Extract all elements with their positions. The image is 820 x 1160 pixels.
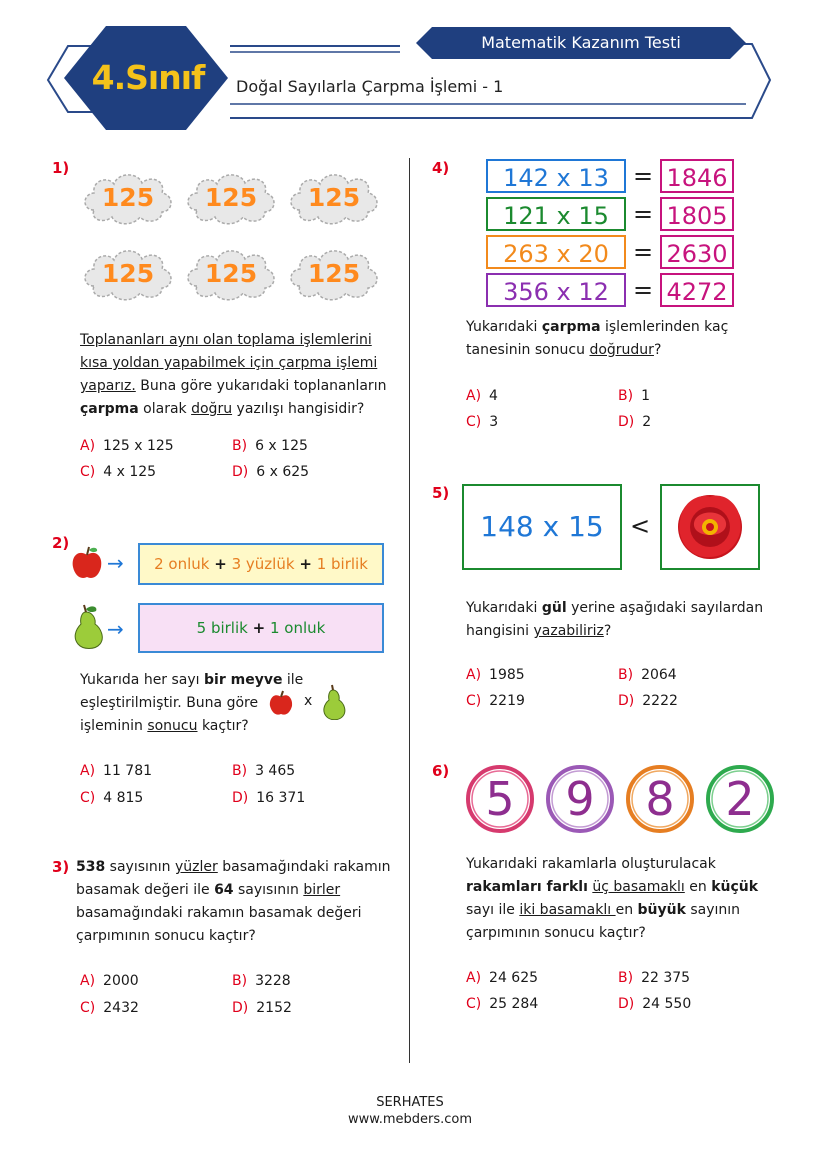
apple-icon [268, 689, 294, 717]
option-a[interactable]: A) 11 781 [80, 763, 153, 779]
option-d[interactable]: D) 24 550 [618, 996, 692, 1012]
apple-value-box: 2 onluk + 3 yüzlük + 1 birlik [138, 543, 384, 585]
option-d[interactable]: D) 2 [618, 414, 652, 430]
question-text: Yukarıdaki çarpma işlemlerinden kaç tanesinin sonucu doğrudur? [466, 319, 729, 358]
option-b[interactable]: B) 1 [618, 388, 650, 404]
cloud-card [183, 168, 279, 228]
footer-author: SERHATES [376, 1095, 444, 1110]
question-number: 2) [52, 534, 70, 552]
pear-icon [320, 684, 348, 720]
equation-row: 263 x 20 = 2630 [486, 235, 734, 269]
option-d[interactable]: D) 6 x 625 [232, 464, 310, 480]
option-c[interactable]: C) 3 [466, 414, 499, 430]
question-text: Toplananları aynı olan toplama işlemlerini kısa yoldan yapabilmek için çarpma işlemi yaparız. Buna göre yukarıdaki toplananların çarpma olarak doğru yazılışı hangisidir? [80, 332, 387, 417]
question-number: 6) [432, 762, 450, 780]
cloud-card [286, 244, 382, 304]
option-a[interactable]: A) 125 x 125 [80, 438, 174, 454]
option-c[interactable]: C) 25 284 [466, 996, 539, 1012]
cloud-card [183, 244, 279, 304]
option-d[interactable]: D) 16 371 [232, 790, 306, 806]
rose-icon [662, 486, 758, 568]
rose-box [660, 484, 760, 570]
question-text: Yukarıdaki rakamlarla oluşturulacak rakamları farklı üç basamaklı en küçük sayı ile iki basamaklı en büyük sayının çarpımının sonucu kaçtır? [466, 856, 759, 941]
cloud-value: 125 [204, 183, 258, 212]
page-subtitle: Doğal Sayılarla Çarpma İşlemi - 1 [236, 77, 504, 96]
option-b[interactable]: B) 22 375 [618, 970, 691, 986]
question-number: 3) [52, 858, 70, 876]
option-c[interactable]: C) 4 x 125 [80, 464, 157, 480]
times-sign: x [304, 693, 313, 709]
arrow-right-icon: → [107, 617, 124, 641]
option-d[interactable]: D) 2152 [232, 1000, 292, 1016]
question-text: Yukarıda her sayı bir meyve ile eşleştirilmiştir. Buna göre işleminin sonucu kaçtır? [80, 672, 304, 734]
equation-row: 356 x 12 = 4272 [486, 273, 734, 307]
option-b[interactable]: B) 3228 [232, 973, 291, 989]
cloud-value: 125 [204, 259, 258, 288]
option-c[interactable]: C) 2432 [80, 1000, 139, 1016]
question-text: 538 sayısının yüzler basamağındaki rakamın basamak değeri ile 64 sayısının birler basamağındaki rakamın basamak değeri çarpımının sonucu kaçtır? [76, 859, 391, 944]
cloud-card [80, 244, 176, 304]
option-b[interactable]: B) 2064 [618, 667, 677, 683]
question-number: 4) [432, 159, 450, 177]
question-text: Yukarıdaki gül yerine aşağıdaki sayılardan hangisini yazabiliriz? [466, 600, 764, 639]
less-than-sign: < [630, 512, 651, 540]
digit-circle: 9 [544, 763, 616, 835]
option-a[interactable]: A) 1985 [466, 667, 525, 683]
cloud-value: 125 [101, 183, 155, 212]
pear-value-box: 5 birlik + 1 onluk [138, 603, 384, 653]
pear-icon [70, 604, 106, 650]
footer [0, 1094, 820, 1128]
cloud-value: 125 [307, 259, 361, 288]
option-c[interactable]: C) 4 815 [80, 790, 144, 806]
option-b[interactable]: B) 6 x 125 [232, 438, 308, 454]
equation-row: 142 x 13 = 1846 [486, 159, 734, 193]
arrow-right-icon: → [107, 551, 124, 575]
cloud-value: 125 [101, 259, 155, 288]
question-number: 1) [52, 159, 70, 177]
cloud-value: 125 [307, 183, 361, 212]
option-b[interactable]: B) 3 465 [232, 763, 296, 779]
option-d[interactable]: D) 2222 [618, 693, 678, 709]
option-a[interactable]: A) 2000 [80, 973, 139, 989]
apple-icon [70, 545, 104, 581]
option-a[interactable]: A) 24 625 [466, 970, 539, 986]
cloud-card [80, 168, 176, 228]
footer-site-link[interactable]: www.mebders.com [347, 1112, 472, 1127]
option-a[interactable]: A) 4 [466, 388, 498, 404]
equation-row: 121 x 15 = 1805 [486, 197, 734, 231]
grade-badge: 4.Sınıf [91, 58, 205, 97]
option-c[interactable]: C) 2219 [466, 693, 525, 709]
test-title: Matematik Kazanım Testi [481, 33, 681, 52]
digit-circle: 2 [704, 763, 776, 835]
digit-circle: 5 [464, 763, 536, 835]
question-number: 5) [432, 484, 450, 502]
digit-circle: 8 [624, 763, 696, 835]
expression-box: 148 x 15 [462, 484, 622, 570]
cloud-card [286, 168, 382, 228]
